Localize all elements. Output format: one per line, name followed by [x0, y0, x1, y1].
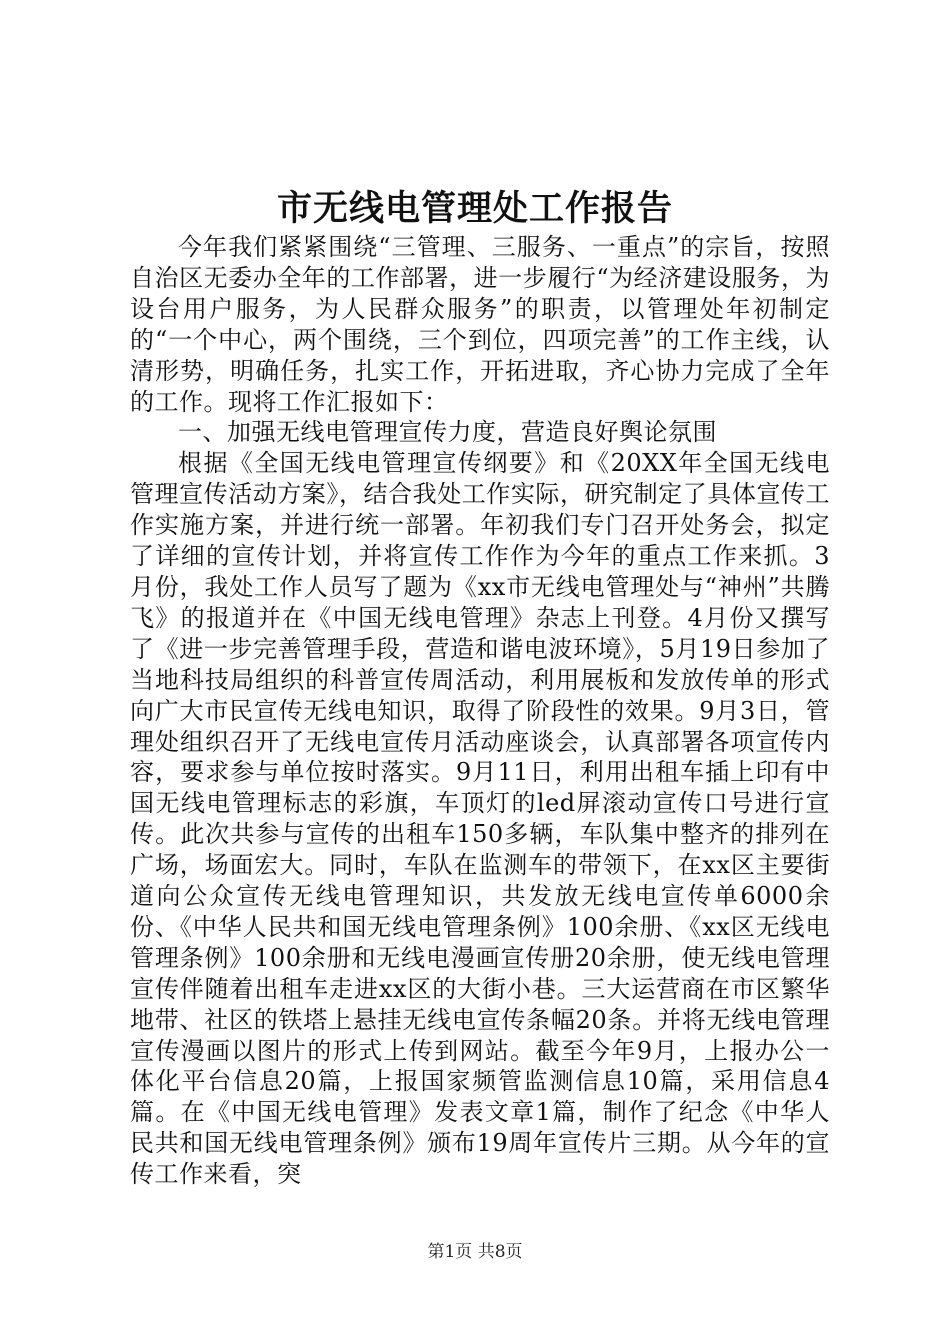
section-paragraph: 根据《全国无线电管理宣传纲要》和《20XX年全国无线电管理宣传活动方案》，结合我处工作实际，研究制定了具体宣传工作实施方案，并进行统一部署。年初我们专门召开处务会，拟定了详细的宣传计划，并将宣传工作作为今年的重点工作来抓。3月份，我处工作人员写了题为《xx市无线电管理处与“神州”共腾飞》的报道并在《中国无线电管理》杂志上刊登。4月份又撰写了《进一步完善管理手段，营造和谐电波环境》，5月19日参加了当地科技局组织的科普宣传周活动，利用展板和发放传单的形式向广大市民宣传无线电知识，取得了阶段性的效果。9月3日，管理处组织召开了无线电宣传月活动座谈会，认真部署各项宣传内容，要求参与单位按时落实。9月11日，利用出租车插上印有中国无线电管理标志的彩旗，车顶灯的led屏滚动宣传口号进行宣传。此次共参与宣传的出租车150多辆，车队集中整齐的排列在广场，场面宏大。同时，车队在监测车的带领下，在xx区主要街道向公众宣传无线电管理知识，共发放无线电宣传单6000余份、《中华人民共和国无线电管理条例》100余册、《xx区无线电管理条例》100余册和无线电漫画宣传册20余册，使无线电管理宣传伴随着出租车走进xx区的大街小巷。三大运营商在市区繁华地带、社区的铁塔上悬挂无线电宣传条幅20条。并将无线电管理宣传漫画以图片的形式上传到网站。截至今年9月，上报办公一体化平台信息20篇，上报国家频管监测信息10篇，采用信息4篇。在《中国无线电管理》发表文章1篇，制作了纪念《中华人民共和国无线电管理条例》颁布19周年宣传片三期。从今年的宣传工作来看，突	[130, 449, 830, 1189]
intro-paragraph: 今年我们紧紧围绕“三管理、三服务、一重点”的宗旨，按照自治区无委办全年的工作部署，进一步履行“为经济建设服务，为设台用户服务，为人民群众服务”的职责，以管理处年初制定的“一个中心，两个围绕，三个到位，四项完善”的工作主线，认清形势，明确任务，扎实工作，开拓进取，齐心协力完成了全年的工作。现将工作汇报如下：	[130, 233, 830, 416]
document-body	[130, 232, 830, 1190]
section-heading: 一、加强无线电管理宣传力度，营造良好舆论氛围	[178, 418, 717, 447]
document-title: 市无线电管理处工作报告	[276, 188, 673, 229]
page-number: 第1页 共8页	[427, 1242, 523, 1262]
